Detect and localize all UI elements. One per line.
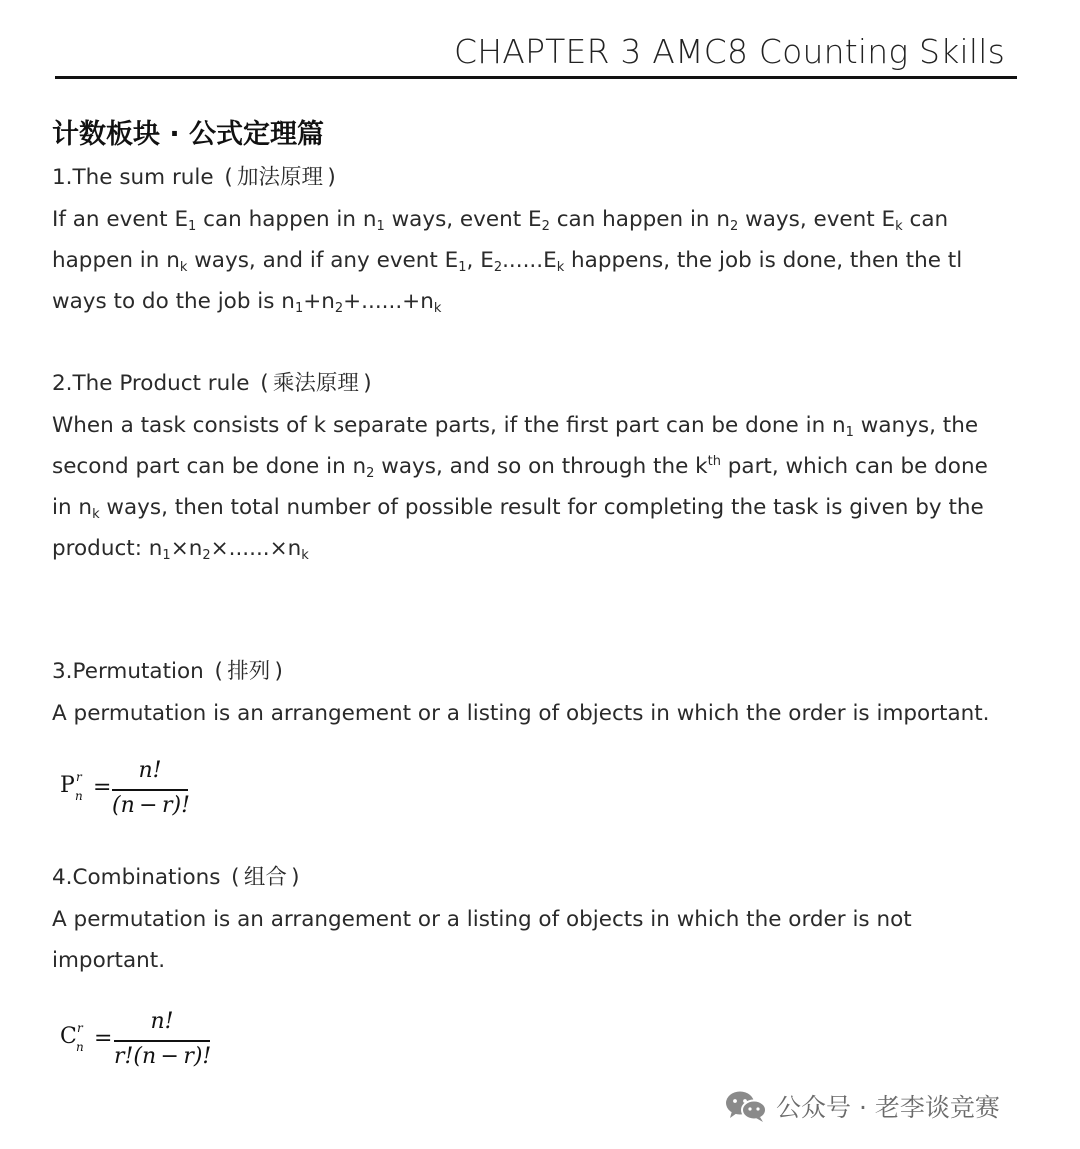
combination-title: 4.Combinations ( 组合 ) (52, 865, 300, 890)
product-rule-title: 2.The Product rule ( 乘法原理 ) (52, 371, 372, 396)
combination-line-1: A permutation is an arrangement or a listing of objects in which the order is not (52, 907, 912, 932)
chapter-header (55, 30, 1017, 79)
combination-line-2: important. (52, 948, 166, 973)
sum-rule-line-3: ways to do the job is $n_1+n_2+......+n_k$ (52, 289, 442, 316)
combination-formula (60, 1006, 220, 1078)
watermark-text: 公众号 · 老李谈竞赛 (776, 1093, 1000, 1122)
formula-sub: n (75, 789, 83, 803)
wechat-icon (724, 1089, 768, 1123)
formula-sup: r (76, 770, 82, 784)
product-rule-line-1: When a task consists of k separate parts, if the first part can be done in $n_1$ wanys, the (52, 413, 979, 440)
sum-rule-title: 1.The sum rule ( 加法原理 ) (52, 165, 336, 190)
formula-denominator: r!(n − r)! (114, 1044, 212, 1069)
sum-rule-line-2: happen in $n_k$ ways, and if any event $E_1$, $E_2......E_k$ happens, the job is done, then the tl (52, 248, 963, 275)
formula-numerator: n! (150, 1009, 174, 1034)
chapter-title: CHAPTER 3 AMC8 Counting Skills (454, 32, 1005, 71)
product-rule-line-4: product: $n_1\times n_2\times......\times n_k$ (52, 536, 309, 563)
permutation-formula (60, 755, 200, 827)
formula-sub: n (76, 1040, 84, 1054)
formula-numerator: n! (138, 758, 162, 783)
fraction-bar (114, 1040, 210, 1042)
sum-rule-line-1: If an event $E_1$ can happen in $n_1$ ways, event $E_2$ can happen in $n_2$ ways, event $E_k$ can (52, 207, 949, 234)
product-rule-line-3: in $n_k$ ways, then total number of possible result for completing the task is given by the (52, 495, 984, 522)
section-heading: 计数板块 · 公式定理篇 (52, 119, 325, 150)
formula-sup: r (77, 1021, 83, 1035)
watermark (724, 1088, 1000, 1124)
formula-symbol: P r n (60, 770, 83, 803)
permutation-title: 3.Permutation ( 排列 ) (52, 659, 283, 684)
product-rule-line-2: second part can be done in $n_2$ ways, and so on through the $k^{th}$ part, which can be done (52, 454, 988, 481)
formula-symbol: C r n (60, 1021, 84, 1054)
permutation-line-1: A permutation is an arrangement or a listing of objects in which the order is important. (52, 701, 990, 726)
formula-equals: = (94, 1026, 113, 1051)
formula-denominator: (n − r)! (112, 793, 190, 818)
fraction-bar (112, 789, 188, 791)
formula-equals: = (93, 775, 112, 800)
